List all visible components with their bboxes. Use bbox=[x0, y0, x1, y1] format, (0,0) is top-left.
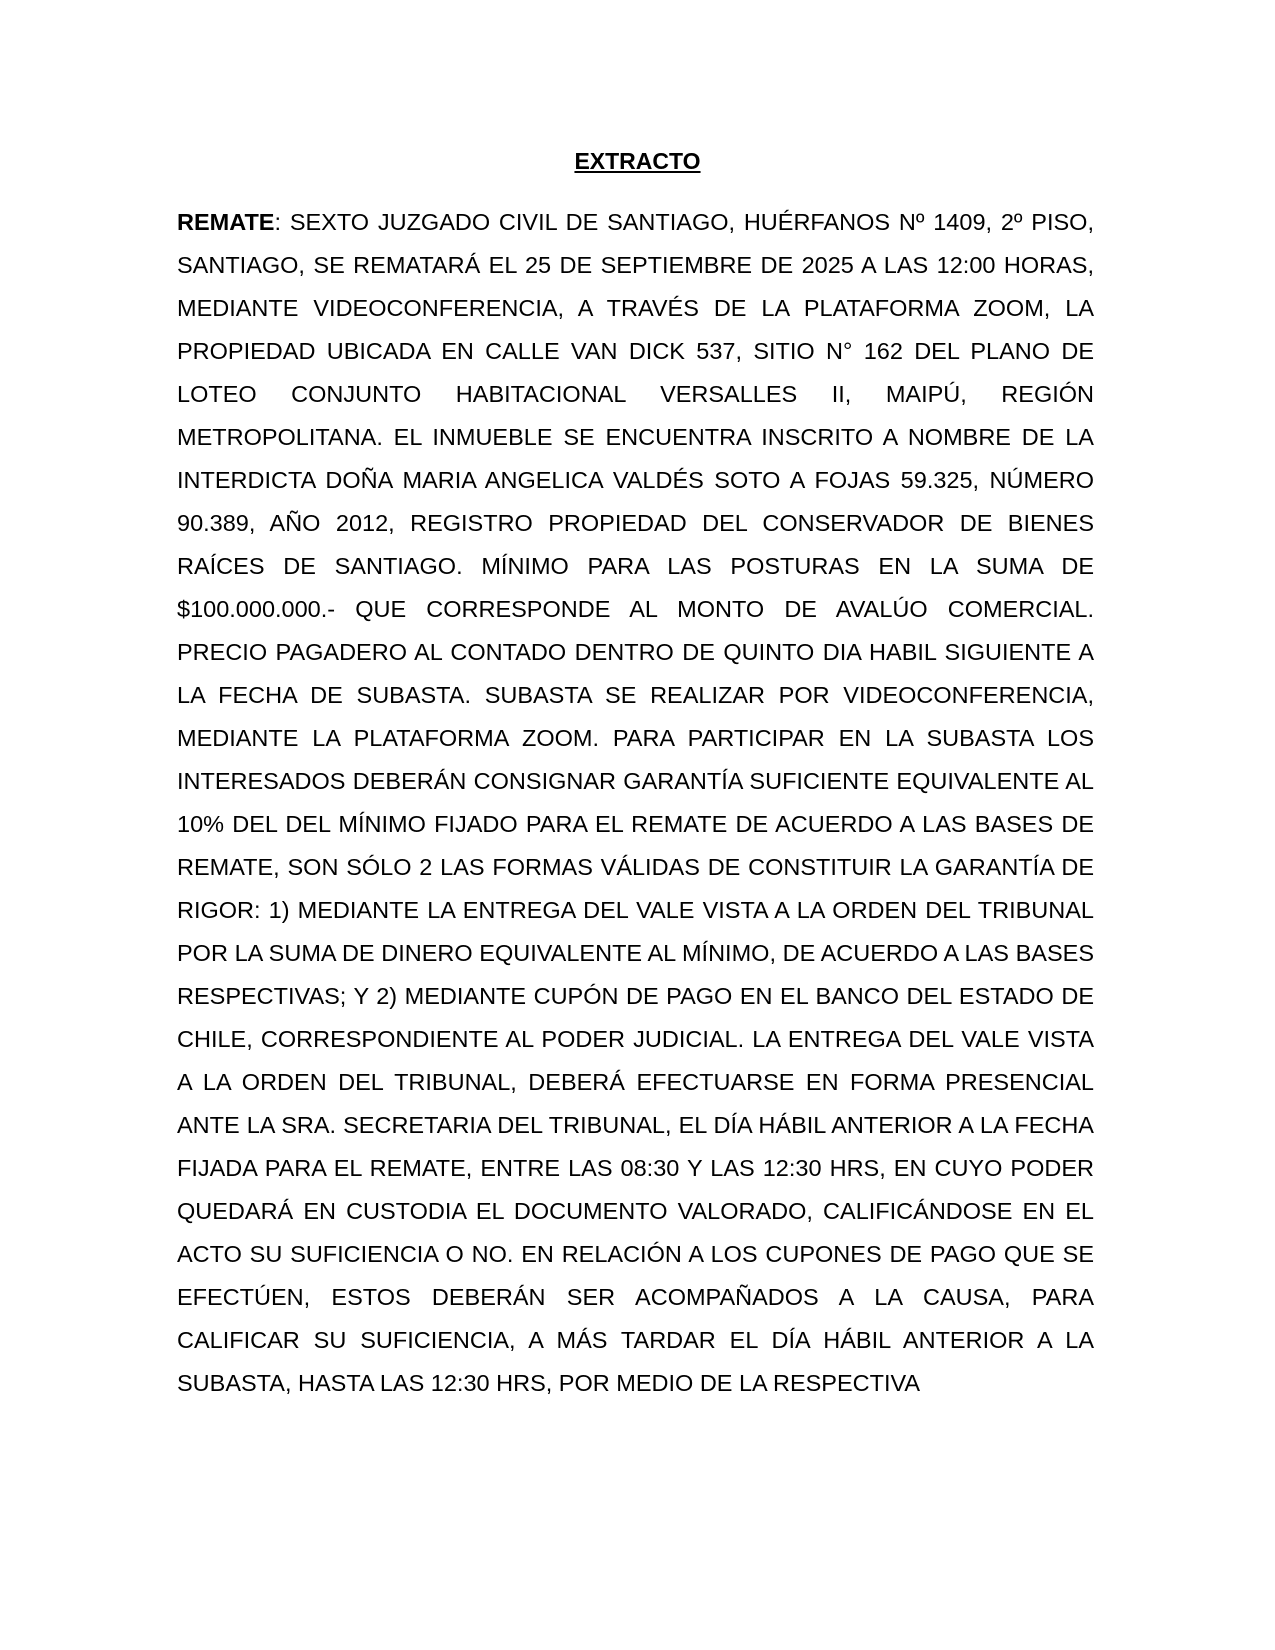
lead-word: REMATE bbox=[177, 209, 275, 235]
body-paragraph bbox=[177, 201, 1094, 1405]
body-text: : SEXTO JUZGADO CIVIL DE SANTIAGO, HUÉRFANOS Nº 1409, 2º PISO, SANTIAGO, SE REMATARÁ EL 25 DE SEPTIEMBRE DE 2025 A LAS 12:00 HORAS, MEDIANTE VIDEOCONFERENCIA, A TRAVÉS DE LA PLATAFORMA ZOOM, LA PROPIEDAD UBICADA EN CALLE VAN DICK 537, SITIO N° 162 DEL PLANO DE LOTEO CONJUNTO HABITACIONAL VERSALLES II, MAIPÚ, REGIÓN METROPOLITANA. EL INMUEBLE SE ENCUENTRA INSCRITO A NOMBRE DE LA INTERDICTA DOÑA MARIA ANGELICA VALDÉS SOTO A FOJAS 59.325, NÚMERO 90.389, AÑO 2012, REGISTRO PROPIEDAD DEL CONSERVADOR DE BIENES RAÍCES DE SANTIAGO. MÍNIMO PARA LAS POSTURAS EN LA SUMA DE $100.000.000.- QUE CORRESPONDE AL MONTO DE AVALÚO COMERCIAL. PRECIO PAGADERO AL CONTADO DENTRO DE QUINTO DIA HABIL SIGUIENTE A LA FECHA DE SUBASTA. SUBASTA SE REALIZAR POR VIDEOCONFERENCIA, MEDIANTE LA PLATAFORMA ZOOM. PARA PARTICIPAR EN LA SUBASTA LOS INTERESADOS DEBERÁN CONSIGNAR GARANTÍA SUFICIENTE EQUIVALENTE AL 10% DEL DEL MÍNIMO FIJADO PARA EL REMATE DE ACUERDO A LAS BASES DE REMATE, SON SÓLO 2 LAS FORMAS VÁLIDAS DE CONSTITUIR LA GARANTÍA DE RIGOR: 1) MEDIANTE LA ENTREGA DEL VALE VISTA A LA ORDEN DEL TRIBUNAL POR LA SUMA DE DINERO EQUIVALENTE AL MÍNIMO, DE ACUERDO A LAS BASES RESPECTIVAS; Y 2) MEDIANTE CUPÓN DE PAGO EN EL BANCO DEL ESTADO DE CHILE, CORRESPONDIENTE AL PODER JUDICIAL. LA ENTREGA DEL VALE VISTA A LA ORDEN DEL TRIBUNAL, DEBERÁ EFECTUARSE EN FORMA PRESENCIAL ANTE LA SRA. SECRETARIA DEL TRIBUNAL, EL DÍA HÁBIL ANTERIOR A LA FECHA FIJADA PARA EL REMATE, ENTRE LAS 08:30 Y LAS 12:30 HRS, EN CUYO PODER QUEDARÁ EN CUSTODIA EL DOCUMENTO VALORADO, CALIFICÁNDOSE EN EL ACTO SU SUFICIENCIA O NO. EN RELACIÓN A LOS CUPONES DE PAGO QUE SE EFECTÚEN, ESTOS DEBERÁN SER ACOMPAÑADOS A LA CAUSA, PARA CALIFICAR SU SUFICIENCIA, A MÁS TARDAR EL DÍA HÁBIL ANTERIOR A LA SUBASTA, HASTA LAS 12:30 HRS, POR MEDIO DE LA RESPECTIVA bbox=[177, 209, 1094, 1396]
document-title: EXTRACTO bbox=[574, 148, 701, 174]
